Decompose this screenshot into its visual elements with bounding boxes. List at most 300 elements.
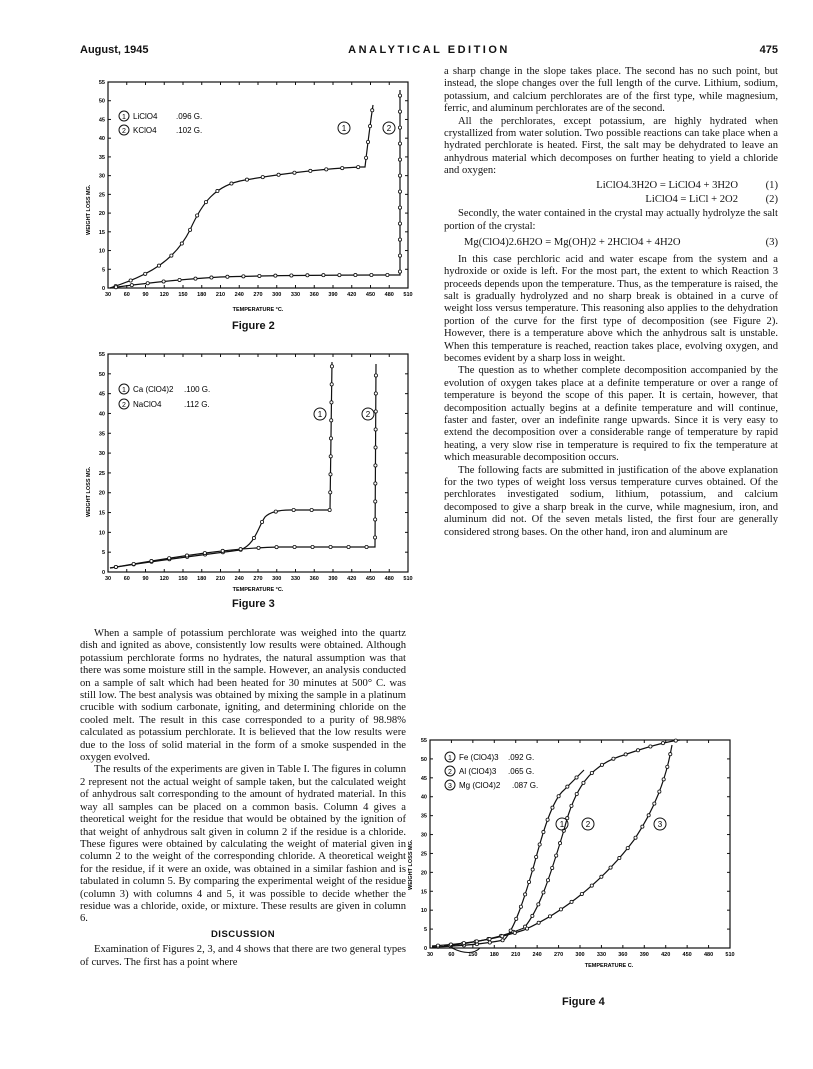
running-header: [80, 44, 778, 60]
y-tick-label: 45: [420, 775, 427, 782]
data-point: [475, 940, 478, 943]
data-point: [185, 554, 188, 557]
data-point: [374, 392, 377, 395]
x-tick-label: 60: [123, 292, 130, 298]
x-tick-label: 180: [197, 576, 207, 582]
header-date: August, 1945: [80, 44, 149, 56]
y-axis-label: WEIGHT LOSS MG.: [86, 466, 92, 517]
header-journal: ANALYTICAL EDITION: [348, 44, 510, 56]
data-point: [548, 915, 551, 918]
x-tick-label: 510: [725, 952, 735, 958]
x-tick-label: 90: [142, 576, 149, 582]
data-point: [366, 140, 369, 143]
data-point: [130, 284, 133, 287]
data-point: [261, 176, 264, 179]
data-point: [347, 545, 350, 548]
data-point: [525, 927, 528, 930]
data-point: [129, 279, 132, 282]
data-point: [575, 776, 578, 779]
data-point: [374, 518, 377, 521]
data-point: [570, 804, 573, 807]
y-tick-label: 40: [420, 794, 427, 801]
paragraph: The following facts are submitted in justification of the above explanation for the two types of weight loss versus temperature curves obtained. Of the perchlorates investigated sodium, lithium, potassium, and calcium decomposed to give a sharp break in the curve, while magnesium, iron, and aluminum did not. Of the seven metals listed, the first four are generally considered strong bases. On the other hand, iron and aluminum are: [444, 464, 778, 538]
paragraph: Examination of Figures 2, 3, and 4 shows that there are two general types of curves. The first has a point where: [80, 944, 406, 968]
legend-mark-3-text: 3: [448, 783, 452, 790]
x-tick-label: 360: [309, 292, 319, 298]
data-point: [322, 274, 325, 277]
y-tick-label: 55: [98, 352, 105, 358]
x-tick-label: 90: [142, 292, 149, 298]
data-point: [535, 855, 538, 858]
y-tick-label: 5: [101, 267, 105, 274]
data-point: [290, 274, 293, 277]
y-tick-label: 15: [420, 889, 427, 896]
data-point: [260, 520, 263, 523]
data-point: [515, 917, 518, 920]
data-point: [398, 110, 401, 113]
legend: [445, 752, 538, 790]
x-tick-label: 210: [215, 292, 226, 298]
x-tick-label: 420: [347, 576, 357, 582]
legend-compound-1: Fe (ClO4)3: [459, 753, 499, 762]
x-tick-label: 480: [384, 576, 394, 582]
data-point: [609, 866, 612, 869]
legend-compound-1: Ca (ClO4)2: [133, 385, 174, 394]
y-tick-label: 45: [98, 117, 105, 124]
data-point: [398, 238, 401, 241]
y-tick-label: 50: [420, 756, 427, 763]
data-point: [226, 275, 229, 278]
x-tick-label: 390: [639, 952, 649, 958]
data-point: [649, 745, 652, 748]
data-point: [309, 169, 312, 172]
data-point: [132, 562, 135, 565]
equation-3-number: (3): [765, 237, 778, 249]
x-tick-label: 270: [553, 952, 564, 958]
y-axis-label: WEIGHT LOSS MG.: [86, 184, 92, 235]
legend-amount-3: .087 G.: [512, 781, 539, 790]
data-point: [624, 753, 627, 756]
y-tick-labels: [99, 352, 105, 576]
y-tick-labels: [421, 738, 427, 952]
data-point: [436, 944, 439, 947]
x-tick-labels: [427, 952, 735, 958]
data-point: [257, 546, 260, 549]
x-tick-label: 300: [575, 952, 585, 958]
data-point: [368, 125, 371, 128]
legend-amount-2: .065 G.: [508, 767, 535, 776]
y-tick-label: 10: [98, 248, 105, 255]
x-tick-label: 390: [328, 292, 338, 298]
data-point: [162, 280, 165, 283]
data-point: [330, 383, 333, 386]
x-tick-label: 480: [703, 952, 714, 958]
paragraph: In this case perchloric acid and water escape from the system and a hydroxide or oxide is left. For the most part, the extent to which Reaction 3 proceeds depends upon the temperature. Thus, as the temperature is raised, the salt is gradually hydrolyzed and no sharp break is obtained in a curve of weight loss versus temperature. This reasoning also applies to the dehydration portion of the curve for the first type of decomposition (see Figure 2). However, there is a temperature above which the anhydrous salt is unstable. When this temperature is reached, reaction takes place, evolving oxygen, and becomes evident by a sharp loss in weight.: [444, 253, 778, 364]
x-tick-label: 420: [661, 952, 671, 958]
x-tick-label: 150: [178, 292, 188, 298]
data-point: [370, 273, 373, 276]
y-tick-labels: [99, 80, 105, 292]
x-tick-label: 360: [618, 952, 628, 958]
data-point: [582, 781, 585, 784]
data-point: [188, 228, 191, 231]
legend-compound-1: LiClO4: [133, 112, 158, 121]
data-point: [330, 419, 333, 422]
data-point: [329, 473, 332, 476]
paragraph: The question as to whether complete decomposition accompanied by the evolution of oxygen takes place at a definite temperature or over a range of temperature is beyond the scope of this paper. It is certain, however, that decomposition actually begins at a definite temperature and will continue, faster and faster, over an indefinite range upwards. Since it is very easy to extend the decomposition over a considerable range of temperature by rapid heating, a very slow rise in temperature is required to fix the temperature at which measurable decomposition occurs.: [444, 365, 778, 464]
data-point: [551, 806, 554, 809]
y-tick-label: 25: [420, 851, 427, 858]
data-point: [157, 264, 160, 267]
data-point: [293, 545, 296, 548]
x-tick-label: 30: [104, 576, 112, 582]
y-tick-label: 25: [98, 192, 105, 199]
x-tick-label: 210: [215, 576, 226, 582]
data-point: [531, 868, 534, 871]
data-point: [662, 778, 665, 781]
data-point: [170, 254, 173, 257]
data-point: [398, 142, 401, 145]
curve-series-2: [110, 364, 376, 568]
legend-amount-2: .102 G.: [176, 126, 203, 135]
data-point: [146, 282, 149, 285]
equation-1: [444, 180, 778, 192]
data-point: [329, 545, 332, 548]
figure-4-chart: [404, 730, 784, 1000]
data-point: [551, 866, 554, 869]
data-point: [398, 126, 401, 129]
data-point: [519, 905, 522, 908]
data-point: [274, 510, 277, 513]
data-point: [653, 802, 656, 805]
x-tick-label: 510: [403, 576, 413, 582]
figure-2-caption: Figure 2: [232, 320, 275, 332]
equation-1-number: (1): [765, 179, 778, 191]
x-tick-labels: [105, 576, 413, 582]
x-tick-label: 240: [234, 576, 244, 582]
curve-label-1: 1: [559, 820, 565, 829]
y-tick-label: 10: [98, 530, 105, 537]
x-tick-label: 360: [309, 576, 319, 582]
legend-mark-1-text: 1: [448, 755, 452, 762]
equation-2-number: (2): [765, 194, 778, 206]
data-point: [274, 274, 277, 277]
data-point: [531, 914, 534, 917]
data-point: [524, 893, 527, 896]
data-point: [329, 437, 332, 440]
x-tick-label: 210: [511, 952, 521, 958]
data-point: [527, 880, 530, 883]
data-point: [590, 884, 593, 887]
data-point: [252, 536, 255, 539]
data-point: [325, 168, 328, 171]
figure-4-caption: Figure 4: [562, 996, 605, 1008]
y-tick-label: 0: [423, 946, 427, 952]
x-axis-label: TEMPERATURE C.: [584, 963, 634, 969]
header-page-number: 475: [759, 44, 778, 56]
data-point: [537, 921, 540, 924]
data-point: [398, 206, 401, 209]
curve-label-3: 3: [657, 820, 663, 829]
x-tick-label: 450: [365, 292, 376, 298]
data-point: [398, 270, 401, 273]
x-tick-label: 180: [489, 952, 499, 958]
data-point: [178, 278, 181, 281]
data-point: [398, 222, 401, 225]
data-point: [669, 753, 672, 756]
paragraph: Secondly, the water contained in the crystal may actually hydrolyze the salt portion of the crystal:: [444, 208, 778, 232]
x-tick-label: 480: [384, 292, 394, 298]
x-tick-label: 240: [532, 952, 542, 958]
equation-2-text: LiClO4 = LiCl + 2O2: [645, 194, 738, 206]
y-tick-label: 50: [98, 98, 105, 105]
y-tick-label: 5: [101, 550, 105, 557]
data-point: [150, 559, 153, 562]
data-point: [546, 879, 549, 882]
data-point: [612, 757, 615, 760]
x-tick-label: 330: [290, 292, 301, 298]
data-point: [600, 763, 603, 766]
data-point: [558, 842, 561, 845]
data-point: [647, 814, 650, 817]
data-point: [114, 565, 117, 568]
y-tick-label: 20: [98, 490, 105, 497]
data-point: [338, 273, 341, 276]
y-tick-label: 0: [101, 570, 105, 576]
y-tick-label: 10: [420, 908, 427, 915]
data-point: [538, 843, 541, 846]
x-axis-label: TEMPERATURE °C.: [232, 587, 284, 592]
legend-amount-1: .092 G.: [508, 753, 535, 762]
legend-mark-2-text: 2: [122, 128, 126, 135]
legend: [119, 111, 202, 135]
data-point: [398, 174, 401, 177]
data-point: [239, 548, 242, 551]
x-tick-label: 60: [448, 952, 455, 958]
equation-3: [444, 237, 778, 249]
x-tick-label: 240: [234, 292, 244, 298]
paragraph: All the perchlorates, except potassium, are highly hydrated when crystallized from water solution. Two possible reactions can take place when a hydrated perchlorate is heated. First, the salt may be dehydrated to leave an anhydrous material which decomposes on further heating to yield a chloride and oxygen:: [444, 115, 778, 177]
x-tick-label: 120: [159, 292, 169, 298]
x-tick-label: 30: [426, 952, 434, 958]
data-point: [204, 201, 207, 204]
data-point: [374, 500, 377, 503]
x-tick-labels: [105, 292, 413, 298]
x-tick-label: 300: [272, 576, 282, 582]
data-point: [618, 856, 621, 859]
legend-mark-1-text: 1: [122, 387, 126, 394]
y-tick-label: 25: [98, 470, 105, 477]
data-point: [626, 846, 629, 849]
data-point: [658, 790, 661, 793]
curve-labels: [338, 122, 395, 134]
x-tick-label: 390: [328, 576, 338, 582]
data-point: [557, 795, 560, 798]
y-tick-label: 50: [98, 371, 105, 378]
data-point: [329, 491, 332, 494]
data-point: [374, 428, 377, 431]
data-point: [258, 274, 261, 277]
data-point: [374, 482, 377, 485]
data-point: [277, 173, 280, 176]
legend-mark-2-text: 2: [448, 769, 452, 776]
x-axis-label: TEMPERATURE °C.: [232, 307, 284, 313]
data-point: [590, 771, 593, 774]
data-point: [462, 942, 465, 945]
y-tick-label: 55: [98, 80, 105, 86]
y-tick-label: 35: [98, 431, 105, 438]
data-point: [311, 545, 314, 548]
data-point: [210, 276, 213, 279]
curve-labels: [314, 408, 374, 420]
y-tick-label: 55: [420, 738, 427, 744]
x-tick-label: 30: [104, 292, 112, 298]
data-point: [555, 854, 558, 857]
data-point: [542, 830, 545, 833]
y-tick-label: 45: [98, 391, 105, 398]
data-point: [306, 274, 309, 277]
y-tick-label: 30: [98, 173, 105, 180]
data-point: [513, 931, 516, 934]
curve-series-1: [432, 770, 584, 947]
legend-amount-1: .100 G.: [184, 385, 211, 394]
x-tick-label: 60: [123, 576, 130, 582]
legend-mark-2-text: 2: [122, 402, 126, 409]
data-point: [575, 792, 578, 795]
data-point: [330, 365, 333, 368]
data-point: [537, 903, 540, 906]
data-point: [374, 374, 377, 377]
data-point: [570, 900, 573, 903]
data-point: [398, 158, 401, 161]
data-point: [674, 739, 677, 742]
x-tick-label: 270: [253, 576, 263, 582]
x-tick-label: 330: [290, 576, 301, 582]
paragraph: a sharp change in the slope takes place. The second has no such point, but instead, the slope changes over the full length of the curve. Lithium, sodium, potassium, and calcium perchlorates are of the first type, while magnesium, ferric, and aluminum perchlorates are of the second.: [444, 66, 778, 115]
x-tick-label: 150: [468, 952, 478, 958]
right-column: [444, 66, 778, 539]
data-point: [330, 401, 333, 404]
data-point: [328, 508, 331, 511]
x-tick-label: 450: [365, 576, 376, 582]
legend-compound-2: Al (ClO4)3: [459, 767, 497, 776]
data-point: [364, 156, 367, 159]
figure-3-caption: Figure 3: [232, 598, 275, 610]
curve-labels: [556, 818, 666, 830]
curve-label-1: 1: [341, 124, 347, 133]
data-point: [216, 189, 219, 192]
data-point: [501, 935, 504, 938]
y-tick-label: 40: [98, 411, 105, 418]
data-point: [230, 182, 233, 185]
figure-2-chart: [80, 70, 420, 320]
x-tick-label: 180: [197, 292, 207, 298]
legend-amount-2: .112 G.: [184, 400, 210, 409]
data-point: [488, 937, 491, 940]
data-point: [542, 891, 545, 894]
paragraph: The results of the experiments are given in Table I. The figures in column 2 represent not the actual weight of sample taken, but the calculated weight of anhydrous salt corresponding to the amount of hydrated material. In this way all samples can be placed on a common basis. Column 4 gives a theoretical weight for the residue that would be obtained by the ignition of that weight of anhydrous salt given in column 2 if the residue is a chloride. These figures were obtained by calculating the weight of material given in column 2 to the weight of the corresponding chloride. A theoretical weight for the residue, if it were an oxide, was obtained in a similar fashion and is tabulated in column 5. By comparing the experimental weight of the residue (column 3) with columns 4 and 5, it was possible to decide whether the residue was a chloride, oxide, or mixture. These results are given in column 6.: [80, 764, 406, 925]
data-point: [386, 273, 389, 276]
data-point: [374, 446, 377, 449]
data-point: [365, 545, 368, 548]
data-point: [398, 254, 401, 257]
y-tick-label: 15: [98, 229, 105, 236]
data-point: [661, 742, 664, 745]
equation-3-text: Mg(ClO4)2.6H2O = Mg(OH)2 + 2HClO4 + 4H2O: [464, 237, 681, 249]
data-point: [329, 455, 332, 458]
x-tick-label: 420: [347, 292, 357, 298]
data-point: [488, 941, 491, 944]
paragraph: When a sample of potassium perchlorate was weighed into the quartz dish and ignited as above, consistently low results were obtained. Although potassium perchlorate forms no hydrates, the natural assumption was that there was some moisture still in the sample. However, an analysis conducted on a sample of salt which had been heated for 30 minutes at 500° C. was still low. The best analysis was obtained by mixing the sample in a platinum crucible with sodium carbonate, igniting, and determining chloride on the cooled melt. The result in this case corresponded to a purity of 98.98% calculated as potassium perchlorate. It is believed that the low results were due to the loss of solid material in the form of a smoke suspended in the oxygen evolved.: [80, 628, 406, 764]
data-point: [196, 214, 199, 217]
data-point: [398, 190, 401, 193]
equation-2: [444, 194, 778, 206]
data-point: [114, 286, 117, 289]
y-tick-label: 20: [420, 870, 427, 877]
data-point: [168, 557, 171, 560]
legend: [119, 384, 210, 409]
data-point: [245, 178, 248, 181]
data-point: [501, 939, 504, 942]
y-tick-label: 35: [420, 813, 427, 820]
data-point: [373, 536, 376, 539]
data-point: [374, 410, 377, 413]
data-point: [221, 549, 224, 552]
y-tick-label: 5: [423, 927, 427, 934]
y-tick-label: 30: [98, 451, 105, 458]
curve-label-1: 1: [317, 410, 323, 419]
data-points: [114, 365, 377, 569]
y-axis-label: WEIGHT LOSS MG.: [408, 839, 414, 890]
x-tick-label: 300: [272, 292, 282, 298]
data-point: [194, 277, 197, 280]
data-point: [275, 545, 278, 548]
data-point: [636, 749, 639, 752]
y-tick-label: 20: [98, 211, 105, 218]
data-point: [566, 785, 569, 788]
data-point: [242, 275, 245, 278]
y-tick-label: 0: [101, 286, 105, 292]
y-tick-label: 15: [98, 510, 105, 517]
curve-label-2: 2: [386, 124, 392, 133]
data-point: [634, 836, 637, 839]
data-point: [203, 551, 206, 554]
equation-1-text: LiClO4.3H2O = LiClO4 + 3H2O: [596, 179, 738, 191]
data-point: [293, 171, 296, 174]
data-point: [180, 242, 183, 245]
x-tick-label: 510: [403, 292, 413, 298]
legend-mark-1-text: 1: [122, 114, 126, 121]
data-point: [580, 892, 583, 895]
legend-compound-2: KClO4: [133, 126, 157, 135]
legend-compound-3: Mg (ClO4)2: [459, 781, 501, 790]
x-tick-label: 450: [682, 952, 692, 958]
left-column: [80, 628, 406, 969]
data-point: [398, 94, 401, 97]
curve-label-2: 2: [365, 410, 371, 419]
x-tick-label: 270: [253, 292, 263, 298]
data-point: [600, 875, 603, 878]
data-point: [559, 908, 562, 911]
x-tick-label: 330: [596, 952, 607, 958]
x-tick-label: 120: [159, 576, 169, 582]
data-point: [310, 508, 313, 511]
y-tick-label: 30: [420, 832, 427, 839]
data-point: [371, 109, 374, 112]
data-point: [292, 508, 295, 511]
legend-compound-2: NaClO4: [133, 400, 162, 409]
y-tick-label: 40: [98, 136, 105, 143]
